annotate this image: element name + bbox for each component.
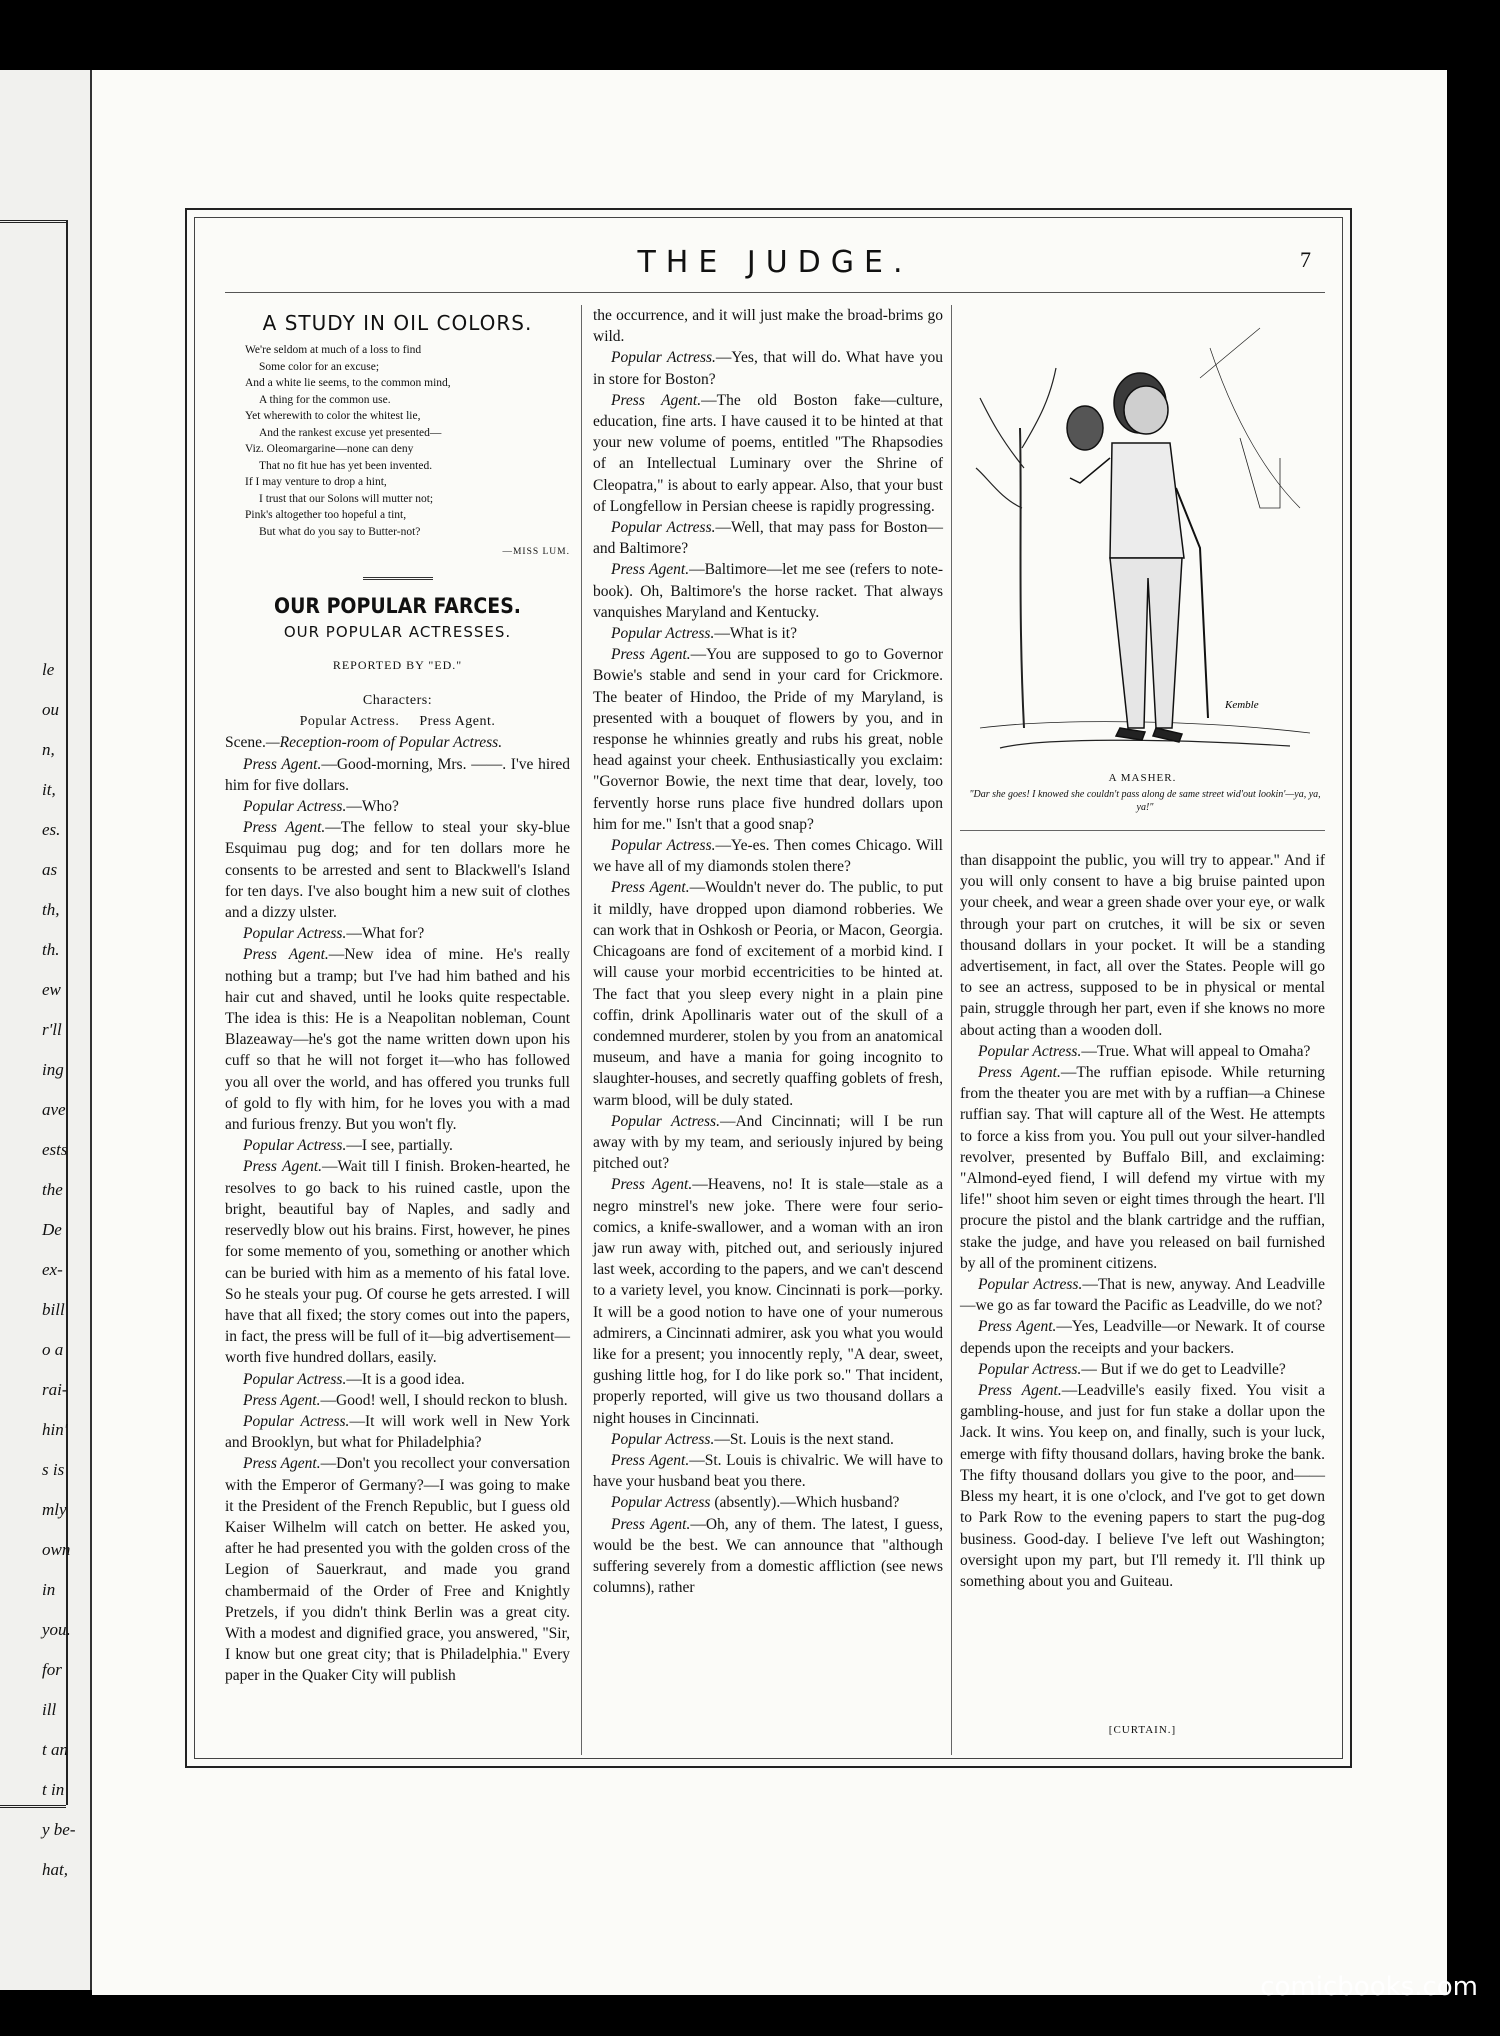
dialogue-paragraph [593, 347, 943, 389]
dialogue-text: —What for? [346, 925, 425, 943]
dialogue-paragraph [225, 1369, 570, 1390]
dialogue-paragraph [960, 1380, 1325, 1592]
masher-illustration [960, 308, 1325, 768]
masthead-rule [225, 292, 1325, 293]
byline: REPORTED BY "ED." [332, 657, 463, 672]
left-page-fragment: it, [42, 780, 56, 799]
speaker-name: Press Agent. [978, 1318, 1057, 1336]
farce-subtitle: OUR POPULAR ACTRESSES. [283, 622, 512, 641]
speaker-name: Press Agent. [611, 646, 691, 664]
dialogue-text: —Well, that may pass for Boston—and Baltimore? [593, 519, 943, 558]
speaker-name: Popular Actress. [611, 1112, 720, 1130]
poem-line: If I may venture to drop a hint, [245, 476, 387, 489]
poem-line: Some color for an excuse; [259, 360, 380, 373]
speaker-name: Press Agent. [243, 1455, 321, 1473]
speaker-name: Popular Actress. [611, 837, 716, 855]
left-page-top-rule [0, 220, 66, 223]
speaker-name: Press Agent. [978, 1064, 1061, 1082]
left-page-fragment: th, [42, 900, 60, 919]
left-page-fragment: t an [42, 1740, 68, 1759]
dialogue-paragraph [225, 1411, 570, 1453]
left-page-fragment: ests [42, 1140, 68, 1159]
poem-title: A STUDY IN OIL COLORS. [262, 311, 533, 335]
dialogue-text: —Good-morning, Mrs. ——. I've hired him for five dollars. [225, 755, 570, 794]
left-page-fragment: ou [42, 700, 59, 719]
speaker-name: Press Agent. [611, 1451, 690, 1469]
dialogue-text: —St. Louis is the next stand. [714, 1430, 894, 1448]
dialogue-text: —The ruffian episode. While returning from the theater you are met with by a ruffian—a Chinese ruffian say. That will capture all of the West. He attempts to force a kiss from you. You pull out your silver-handled revolver, presented by Buffalo Bill, and exclaiming: "Almond-eyed fiend, I will defend my virtue with my life!" shoot him seven or eight times through the heart. I'll procure the pistol and the blank cartridge and the ruffian, stake the judge, and have you released on bail furnished by all of the prominent citizens. [960, 1064, 1325, 1272]
dialogue-text: —Good! well, I should reckon to blush. [320, 1391, 568, 1409]
left-page-fragment: n, [42, 740, 55, 759]
left-page-fragment: r'll [42, 1020, 62, 1039]
left-page-fragment: t in [42, 1780, 65, 1799]
speaker-name: Press Agent. [611, 1515, 691, 1533]
column-three-body [960, 850, 1325, 1592]
poem-line: And the rankest excuse yet presented— [259, 426, 442, 439]
dialogue-text: than disappoint the public, you will try to appear." And if you will only consent to have a big bruise painted upon your cheek, and wear a green shade over your eye, or walk through your part on crutches, it will be six or seven thousand dollars in your pocket. It will be a standing advertisement, in fact, all over the States. People will go to see an actress, supposed to be in physical or mental pain, struggle through her part, even if she knows no more about acting than a wooden doll. [960, 852, 1325, 1039]
speaker-name: Popular Actress. [611, 349, 716, 367]
caption-rule [960, 830, 1325, 831]
left-page-fragment: mly [42, 1500, 67, 1519]
dialogue-text: —Who? [346, 798, 399, 816]
dialogue-text: —Baltimore—let me see (refers to note-book). Oh, Baltimore's the horse racket. That always vanquishes Maryland and Kentucky. [593, 561, 943, 621]
masher-figure-drawing [960, 308, 1325, 768]
left-page-fragment: le [42, 660, 55, 679]
dialogue-text: —St. Louis is chivalric. We will have to have your husband beat you there. [593, 1451, 943, 1491]
dialogue-text: —Yes, that will do. What have you in store for Boston? [593, 349, 943, 388]
dialogue-paragraph [593, 1492, 943, 1513]
left-page-bottom-rule [0, 1805, 66, 1808]
dialogue-text: —You are supposed to go to Governor Bowie's stable and send in your card for Crickmore. The beater of Hindoo, the Pride of my Maryland, is presented with a bouquet of flowers by you, and in response he whinnies greatly and rubs his great, noble head against your cheek. Enthusiastically you exclaim: "Governor Bowie, the next time that dear, lovely, too fervently horse runs place five hundred dollars upon him for me." Isn't that a good snap? [593, 646, 943, 833]
left-page-fragment: s is [42, 1460, 65, 1479]
speaker-name: Popular Actress. [243, 925, 347, 943]
left-page-fragment: o a [42, 1340, 64, 1359]
dialogue-text: —Don't you recollect your conversation with the Emperor of Germany?—I was going to make it the President of the French Republic, but I guess old Kaiser Wilhelm will catch on better. He asked you, after he had presented you with the golden cross of the Legion of Sauerkraut, and made you grand chambermaid of the Order of Free and Knightly Pretzels, if you didn't think Berlin was a great city. With a modest and dignified grace, you answered, "Sir, I know but one great city; that is Philadelphia." Every paper in the Quaker City will publish [225, 1455, 570, 1685]
dialogue-paragraph [593, 1111, 943, 1175]
speaker-name: Press Agent. [243, 1158, 323, 1176]
poem-line: That no fit hue has yet been invented. [259, 459, 433, 472]
left-page-fragment: the [42, 1180, 63, 1199]
dialogue-text: —Wouldn't never do. The public, to put it mildly, have dropped upon diamond robberies. We can work that in Oshkosh or Peoria, or Macon, Georgia. Chicagoans are fond of excitement of a morbid kind. I will cause your morbid eccentricities to be hinted at. The fact that you sleep every night in a plain pine coffin, drink Apollinaris water out of the skull of a condemned murderer, stolen by you from an anatomical museum, and have a mania for going incognito to slaughter-houses, and secretly quaffing goblets of fresh, warm blood, will be duly stated. [593, 879, 943, 1109]
dialogue-text: —The old Boston fake—culture, education, fine arts. I have caused it to be hinted at that your new volume of poems, entitled "The Rhapsodies of an Intellectual Luminary over the Shrine of Cleopatra," is about to early appear. Also, that your bust of Longfellow in Persian cheese is rapidly progressing. [593, 391, 943, 515]
characters-heading: Characters: [362, 693, 433, 709]
left-page-fragment: in [42, 1580, 56, 1599]
poem-line: I trust that our Solons will mutter not; [259, 492, 434, 505]
column-two-body [593, 305, 943, 1598]
speaker-name: Popular Actress. [611, 1430, 715, 1448]
dialogue-text: —New idea of mine. He's really nothing but a tramp; but I've had him bathed and his hair cut and shaved, until he looks quite respectable. The idea is this: He is a Neapolitan nobleman, Count Blazeaway—he's got the name written down upon his cuff so that he will not forget it—who has followed you all over the world, and has offered you trunks full of gold to fly with him, for he loves you with a mad and furious frenzy. But you won't fly. [225, 946, 570, 1134]
dialogue-paragraph [593, 623, 943, 644]
illustration-caption-quote: "Dar she goes! I knowed she couldn't pass along de same street wid'out lookin'—ya, ya, ya!" [969, 789, 1321, 813]
left-page-column-rule [66, 220, 68, 1805]
dialogue-paragraph [593, 559, 943, 623]
scene-label: Scene. [225, 734, 266, 752]
poem-line: But what do you say to Butter-not? [259, 525, 421, 538]
speaker-name: Press Agent. [611, 879, 690, 897]
dialogue-paragraph [593, 835, 943, 877]
dialogue-paragraph [593, 517, 943, 559]
dialogue-paragraph [225, 754, 570, 796]
left-page-fragment: as [42, 860, 58, 879]
speaker-name: Press Agent. [978, 1382, 1062, 1400]
left-page-fragment: ex- [42, 1260, 63, 1279]
left-page-fragment: th. [42, 940, 60, 959]
farce-title: OUR POPULAR FARCES. [274, 594, 521, 619]
left-page-fragment: own [42, 1540, 71, 1559]
left-page-fragment: hat, [42, 1860, 68, 1879]
left-page-fragment: ave [42, 1100, 66, 1119]
dialogue-paragraph [225, 1135, 570, 1156]
left-page-fragment: De [42, 1220, 62, 1239]
left-page-fragment: hin' [42, 1420, 68, 1439]
left-page-fragment: you. [42, 1620, 71, 1639]
column-two [593, 305, 943, 1598]
masthead [225, 245, 1325, 285]
scene-direction [225, 732, 570, 753]
dialogue-text: (absently).—Which husband? [710, 1494, 900, 1512]
masthead-title: THE JUDGE. [637, 245, 913, 280]
poem-line: Viz. Oleomargarine—none can deny [245, 443, 414, 456]
dialogue-text: —What is it? [714, 625, 797, 643]
dialogue-text: —It will work well in New York and Brooklyn, but what for Philadelphia? [225, 1412, 570, 1452]
speaker-name: Popular Actress. [611, 625, 715, 643]
dialogue-text: —It is a good idea. [346, 1370, 465, 1388]
speaker-name: Popular Actress. [978, 1276, 1083, 1294]
column-one [225, 305, 570, 1687]
poem-signature: —MISS LUM. [502, 547, 570, 558]
dialogue-paragraph [960, 1274, 1325, 1316]
speaker-name: Press Agent. [243, 819, 326, 837]
dialogue-text: —That is new, anyway. And Leadville—we go as far toward the Pacific as Leadville, do we not? [960, 1276, 1325, 1315]
dialogue-paragraph [593, 1429, 943, 1450]
dialogue-text: — But if we do get to Leadville? [1081, 1360, 1286, 1378]
speaker-name: Press Agent. [611, 561, 690, 579]
left-page-fragment: for [42, 1660, 62, 1679]
dialogue-text: —Wait till I finish. Broken-hearted, he resolves to go back to his ruined castle, upon the bright, beautiful bay of Naples, and sadly and reservedly blow out his brains. First, however, he pines for some memento of you, something or another which can be buried with him as a memento of his fatal love. So he steals your pug. Of course he gets arrested. I will have that all fixed; the story comes out into the papers, in fact, the press will be full of it—big advertisement—worth five hundred dollars, easily. [225, 1158, 570, 1367]
column-one-body [225, 754, 570, 1687]
left-page-fragment: bill [42, 1300, 65, 1319]
dialogue-paragraph [225, 817, 570, 923]
poem-line: Pink's altogether too hopeful a tint, [245, 509, 407, 522]
dialogue-text: —Ye-es. Then comes Chicago. Will we have all of my diamonds stolen there? [593, 837, 943, 876]
speaker-name: Press Agent. [611, 391, 702, 409]
speaker-name: Popular Actress [611, 1494, 711, 1512]
dialogue-paragraph [225, 944, 570, 1135]
dialogue-paragraph [593, 390, 943, 517]
site-watermark: comicbooks.com [1260, 1972, 1478, 2002]
dialogue-text: —I see, partially. [346, 1137, 453, 1155]
left-page-fragment: y be- [42, 1820, 76, 1839]
page-number: 7 [1300, 247, 1311, 272]
left-page-fragment: rai- [42, 1380, 68, 1399]
dialogue-paragraph [960, 850, 1325, 1041]
characters-list: Popular Actress. Press Agent. [299, 714, 496, 730]
poem-line: And a white lie seems, to the common mind, [245, 377, 451, 390]
speaker-name: Popular Actress. [611, 519, 716, 537]
poem-line: Yet wherewith to color the whitest lie, [245, 410, 421, 423]
left-page-fragment: ew [42, 980, 61, 999]
speaker-name: Popular Actress. [243, 798, 347, 816]
scene-text: —Reception-room of Popular Actress. [265, 734, 503, 752]
speaker-name: Popular Actress. [243, 1370, 347, 1388]
speaker-name: Press Agent. [611, 1176, 693, 1194]
column-separator [581, 305, 582, 1755]
dialogue-paragraph [225, 1390, 570, 1411]
column-three [960, 850, 1325, 1592]
illustration-caption-title: A MASHER. [1108, 772, 1177, 784]
dialogue-text: —Leadville's easily fixed. You visit a gambling-house, and just for fun stake a dollar upon the Jack. It wins. You keep on, and finally, such is your luck, emerge with fifty thousand dollars, having broke the bank. The fifty thousand dollars you give to the poor, and—— Bless my heart, it is one o'clock, and I've got to get down to Park Row to the evening papers to start the pug-dog business. Good-day. I believe I've left out Washington; oversight upon my part, but I'll remedy it. I'll think up something about you and Guiteau. [960, 1382, 1325, 1590]
dialogue-text: —True. What will appeal to Omaha? [1081, 1042, 1311, 1060]
dialogue-paragraph [225, 1453, 570, 1686]
poem-body [225, 342, 570, 540]
dialogue-paragraph [593, 1174, 943, 1428]
dialogue-paragraph [960, 1041, 1325, 1062]
dialogue-text: —Oh, any of them. The latest, I guess, would be the best. We can announce that "although suffering severely from a domestic affliction (see news columns), rather [593, 1515, 943, 1597]
left-page-fragment: ing [42, 1060, 64, 1079]
dialogue-paragraph [225, 923, 570, 944]
dialogue-paragraph [960, 1062, 1325, 1274]
dialogue-paragraph [593, 877, 943, 1110]
dialogue-paragraph [960, 1316, 1325, 1358]
dialogue-paragraph [225, 1156, 570, 1368]
dialogue-text: —Yes, Leadville—or Newark. It of course depends upon the receipts and your backers. [960, 1318, 1325, 1357]
speaker-name: Popular Actress. [978, 1042, 1082, 1060]
dialogue-paragraph [593, 1514, 943, 1599]
dialogue-text: —The fellow to steal your sky-blue Esquimau pug dog; and for ten dollars more he consents to be arrested and sent to Blackwell's Island for ten days. I've also bought him a new suit of clothes and a dizzy ulster. [225, 819, 570, 922]
poem-line: We're seldom at much of a loss to find [245, 344, 422, 357]
section-ornament [363, 577, 433, 580]
dialogue-paragraph [593, 305, 943, 347]
left-page-edge [0, 70, 92, 1990]
speaker-name: Press Agent. [243, 755, 322, 773]
speaker-name: Popular Actress. [978, 1360, 1082, 1378]
speaker-name: Popular Actress. [243, 1412, 350, 1430]
dialogue-text: —Heavens, no! It is stale—stale as a negro minstrel's new joke. There were four serio-comics, a knife-swallower, and a woman with an iron jaw run away with, pitched out, and seriously injured last week, according to the papers, and we can't descend to a variety level, you know. Cincinnati is pork—porky. It will be a good notion to have one of your numerous admirers, a Cincinnati admirer, ask you what you would like for a present; you innocently reply, "A dear, sweet, gushing little hog, for I do like pork so." That incident, properly reported, will give us two thousand dollars a night houses in Cincinnati. [593, 1176, 943, 1427]
left-page-fragment: ill [42, 1700, 57, 1719]
dialogue-paragraph [960, 1359, 1325, 1380]
dialogue-paragraph [593, 1450, 943, 1492]
dialogue-paragraph [225, 796, 570, 817]
speaker-name: Press Agent. [243, 946, 329, 964]
column-separator [951, 305, 952, 1755]
dialogue-text: the occurrence, and it will just make the broad-brims go wild. [593, 307, 943, 346]
artist-signature: Kemble [1225, 699, 1259, 711]
dialogue-text: —And Cincinnati; will I be run away with by my team, and seriously injured by being pitched out? [593, 1112, 944, 1173]
speaker-name: Popular Actress. [243, 1137, 347, 1155]
speaker-name: Press Agent. [243, 1391, 321, 1409]
curtain-mark: [CURTAIN.] [1108, 1724, 1177, 1736]
dialogue-paragraph [593, 644, 943, 835]
left-page-fragment: es. [42, 820, 61, 839]
poem-line: A thing for the common use. [259, 393, 391, 406]
